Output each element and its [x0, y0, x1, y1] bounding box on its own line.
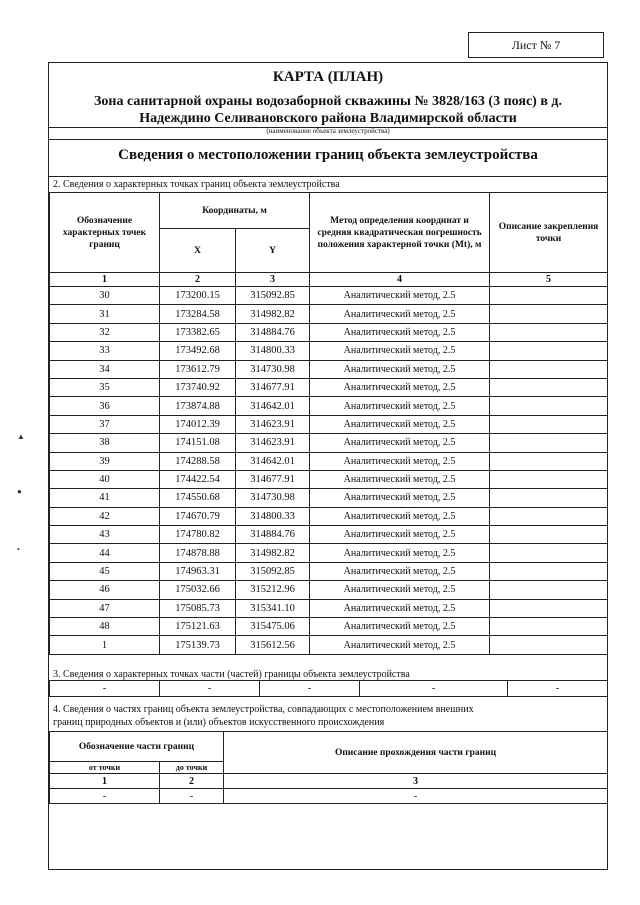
x-cell: 175121.63	[160, 618, 236, 636]
desc-cell	[490, 489, 608, 507]
col-number: 4	[310, 273, 490, 287]
table-row	[50, 323, 608, 341]
x-cell: 173382.65	[160, 323, 236, 341]
header-desc: Описание закрепления точки	[490, 193, 608, 273]
method-cell: Аналитический метод, 2.5	[310, 360, 490, 378]
x-cell: 173740.92	[160, 378, 236, 396]
object-name-line2: Надеждино Селивановского района Владимирской области	[139, 111, 517, 126]
x-cell: 173874.88	[160, 397, 236, 415]
y-cell: 314730.98	[236, 489, 310, 507]
desc-cell	[490, 323, 608, 341]
method-cell: Аналитический метод, 2.5	[310, 636, 490, 654]
point-cell: 35	[50, 378, 160, 396]
x-cell: 174878.88	[160, 544, 236, 562]
x-cell: 174422.54	[160, 470, 236, 488]
desc-cell	[490, 599, 608, 617]
col-number: 3	[224, 774, 608, 789]
method-cell: Аналитический метод, 2.5	[310, 434, 490, 452]
object-name-caption: (наименование объекта землеустройства)	[266, 127, 390, 135]
method-cell: Аналитический метод, 2.5	[310, 526, 490, 544]
desc-cell	[490, 305, 608, 323]
point-cell: 38	[50, 434, 160, 452]
scan-mark: •	[17, 545, 20, 554]
desc-cell	[490, 636, 608, 654]
desc-cell	[490, 360, 608, 378]
y-cell: 314623.91	[236, 415, 310, 433]
location-heading: Сведения о местоположении границ объекта землеустройства	[118, 147, 538, 163]
point-cell: 32	[50, 323, 160, 341]
header-part: Обозначение части границ	[50, 732, 224, 762]
table-row	[50, 581, 608, 599]
table-row	[50, 378, 608, 396]
x-cell: 175032.66	[160, 581, 236, 599]
table-row	[50, 636, 608, 654]
table-row	[50, 305, 608, 323]
section2-title: 2. Сведения о характерных точках границ объекта землеустройства	[53, 179, 340, 190]
col-number: 1	[50, 774, 160, 789]
doc-title: КАРТА (ПЛАН)	[272, 69, 384, 85]
y-cell: 314642.01	[236, 452, 310, 470]
method-cell: Аналитический метод, 2.5	[310, 378, 490, 396]
method-cell: Аналитический метод, 2.5	[310, 323, 490, 341]
point-cell: 45	[50, 562, 160, 580]
desc-cell	[490, 507, 608, 525]
table-row	[50, 397, 608, 415]
column-numbers-row	[50, 774, 608, 789]
table-row	[50, 544, 608, 562]
point-cell: 47	[50, 599, 160, 617]
section4-table	[49, 731, 608, 804]
point-cell: 30	[50, 287, 160, 305]
scan-mark: ▲	[17, 432, 25, 441]
col-number: 3	[236, 273, 310, 287]
x-cell: 174012.39	[160, 415, 236, 433]
x-cell: 174963.31	[160, 562, 236, 580]
x-cell: 174670.79	[160, 507, 236, 525]
table-cell: -	[260, 681, 360, 697]
header-coords: Координаты, м	[160, 193, 310, 229]
header-from: от точки	[50, 762, 160, 774]
table-row	[50, 452, 608, 470]
x-cell: 173200.15	[160, 287, 236, 305]
y-cell: 314982.82	[236, 544, 310, 562]
table-row	[50, 507, 608, 525]
table-row	[50, 342, 608, 360]
table-row	[50, 789, 608, 804]
table-row	[50, 526, 608, 544]
y-cell: 314884.76	[236, 526, 310, 544]
document-frame	[48, 62, 608, 870]
section3-title: 3. Сведения о характерных точках части (частей) границы объекта землеустройства	[53, 669, 410, 680]
point-cell: 48	[50, 618, 160, 636]
desc-cell	[490, 618, 608, 636]
table-row	[50, 287, 608, 305]
desc-cell	[490, 397, 608, 415]
table-cell: -	[160, 681, 260, 697]
x-cell: 173612.79	[160, 360, 236, 378]
desc-cell	[490, 287, 608, 305]
section4-title	[53, 703, 474, 729]
table-row	[50, 415, 608, 433]
method-cell: Аналитический метод, 2.5	[310, 415, 490, 433]
table-row	[50, 562, 608, 580]
method-cell: Аналитический метод, 2.5	[310, 305, 490, 323]
desc-cell	[490, 526, 608, 544]
object-name-line1: Зона санитарной охраны водозаборной скважины № 3828/163 (3 пояс) в д.	[94, 94, 562, 109]
section4-title-line2: границ природных объектов и (или) объектов искусственного происхождения	[53, 717, 385, 728]
scan-mark: ●	[17, 487, 22, 496]
divider	[49, 139, 607, 140]
method-cell: Аналитический метод, 2.5	[310, 599, 490, 617]
col-number: 2	[160, 774, 224, 789]
method-cell: Аналитический метод, 2.5	[310, 470, 490, 488]
method-cell: Аналитический метод, 2.5	[310, 452, 490, 470]
table-cell: -	[160, 789, 224, 804]
table-cell: -	[50, 681, 160, 697]
y-cell: 314730.98	[236, 360, 310, 378]
desc-cell	[490, 562, 608, 580]
desc-cell	[490, 434, 608, 452]
point-cell: 44	[50, 544, 160, 562]
point-cell: 46	[50, 581, 160, 599]
point-cell: 31	[50, 305, 160, 323]
point-cell: 39	[50, 452, 160, 470]
desc-cell	[490, 544, 608, 562]
y-cell: 314800.33	[236, 342, 310, 360]
header-to: до точки	[160, 762, 224, 774]
method-cell: Аналитический метод, 2.5	[310, 342, 490, 360]
desc-cell	[490, 452, 608, 470]
table-cell: -	[508, 681, 608, 697]
method-cell: Аналитический метод, 2.5	[310, 544, 490, 562]
y-cell: 315092.85	[236, 287, 310, 305]
desc-cell	[490, 342, 608, 360]
method-cell: Аналитический метод, 2.5	[310, 581, 490, 599]
table-row	[50, 599, 608, 617]
point-cell: 43	[50, 526, 160, 544]
points-table	[49, 192, 608, 655]
point-cell: 42	[50, 507, 160, 525]
section4-title-line1: 4. Сведения о частях границ объекта землеустройства, совпадающих с местоположением внешних	[53, 704, 474, 715]
column-numbers-row	[50, 273, 608, 287]
col-number: 5	[490, 273, 608, 287]
table-row	[50, 489, 608, 507]
point-cell: 41	[50, 489, 160, 507]
y-cell: 314642.01	[236, 397, 310, 415]
desc-cell	[490, 378, 608, 396]
y-cell: 314884.76	[236, 323, 310, 341]
object-name	[49, 93, 607, 127]
method-cell: Аналитический метод, 2.5	[310, 489, 490, 507]
point-cell: 36	[50, 397, 160, 415]
method-cell: Аналитический метод, 2.5	[310, 618, 490, 636]
header-method: Метод определения координат и средняя квадратическая погрешность положения характерной точки (Mt), м	[310, 193, 490, 273]
y-cell: 315341.10	[236, 599, 310, 617]
x-cell: 174151.08	[160, 434, 236, 452]
x-cell: 173492.68	[160, 342, 236, 360]
table-row	[50, 681, 608, 697]
header-x: X	[160, 229, 236, 273]
x-cell: 174550.68	[160, 489, 236, 507]
point-cell: 37	[50, 415, 160, 433]
x-cell: 175139.73	[160, 636, 236, 654]
point-cell: 33	[50, 342, 160, 360]
point-cell: 40	[50, 470, 160, 488]
col-number: 1	[50, 273, 160, 287]
y-cell: 315612.56	[236, 636, 310, 654]
point-cell: 34	[50, 360, 160, 378]
table-row	[50, 470, 608, 488]
table-row	[50, 360, 608, 378]
table-cell: -	[224, 789, 608, 804]
sheet-number-box	[468, 32, 604, 58]
method-cell: Аналитический метод, 2.5	[310, 397, 490, 415]
x-cell: 174780.82	[160, 526, 236, 544]
y-cell: 314677.91	[236, 470, 310, 488]
divider	[49, 176, 607, 177]
table-row	[50, 618, 608, 636]
point-cell: 1	[50, 636, 160, 654]
header-y: Y	[236, 229, 310, 273]
y-cell: 314982.82	[236, 305, 310, 323]
y-cell: 315092.85	[236, 562, 310, 580]
desc-cell	[490, 470, 608, 488]
method-cell: Аналитический метод, 2.5	[310, 507, 490, 525]
y-cell: 314623.91	[236, 434, 310, 452]
header-part-desc: Описание прохождения части границ	[224, 732, 608, 774]
sheet-label: Лист № 7	[511, 37, 561, 52]
y-cell: 315212.96	[236, 581, 310, 599]
desc-cell	[490, 415, 608, 433]
table-cell: -	[50, 789, 160, 804]
desc-cell	[490, 581, 608, 599]
table-cell: -	[360, 681, 508, 697]
col-number: 2	[160, 273, 236, 287]
x-cell: 175085.73	[160, 599, 236, 617]
y-cell: 314800.33	[236, 507, 310, 525]
x-cell: 174288.58	[160, 452, 236, 470]
y-cell: 314677.91	[236, 378, 310, 396]
x-cell: 173284.58	[160, 305, 236, 323]
method-cell: Аналитический метод, 2.5	[310, 562, 490, 580]
section3-table	[49, 680, 608, 697]
header-point: Обозначение характерных точек границ	[50, 193, 160, 273]
method-cell: Аналитический метод, 2.5	[310, 287, 490, 305]
table-row	[50, 434, 608, 452]
y-cell: 315475.06	[236, 618, 310, 636]
